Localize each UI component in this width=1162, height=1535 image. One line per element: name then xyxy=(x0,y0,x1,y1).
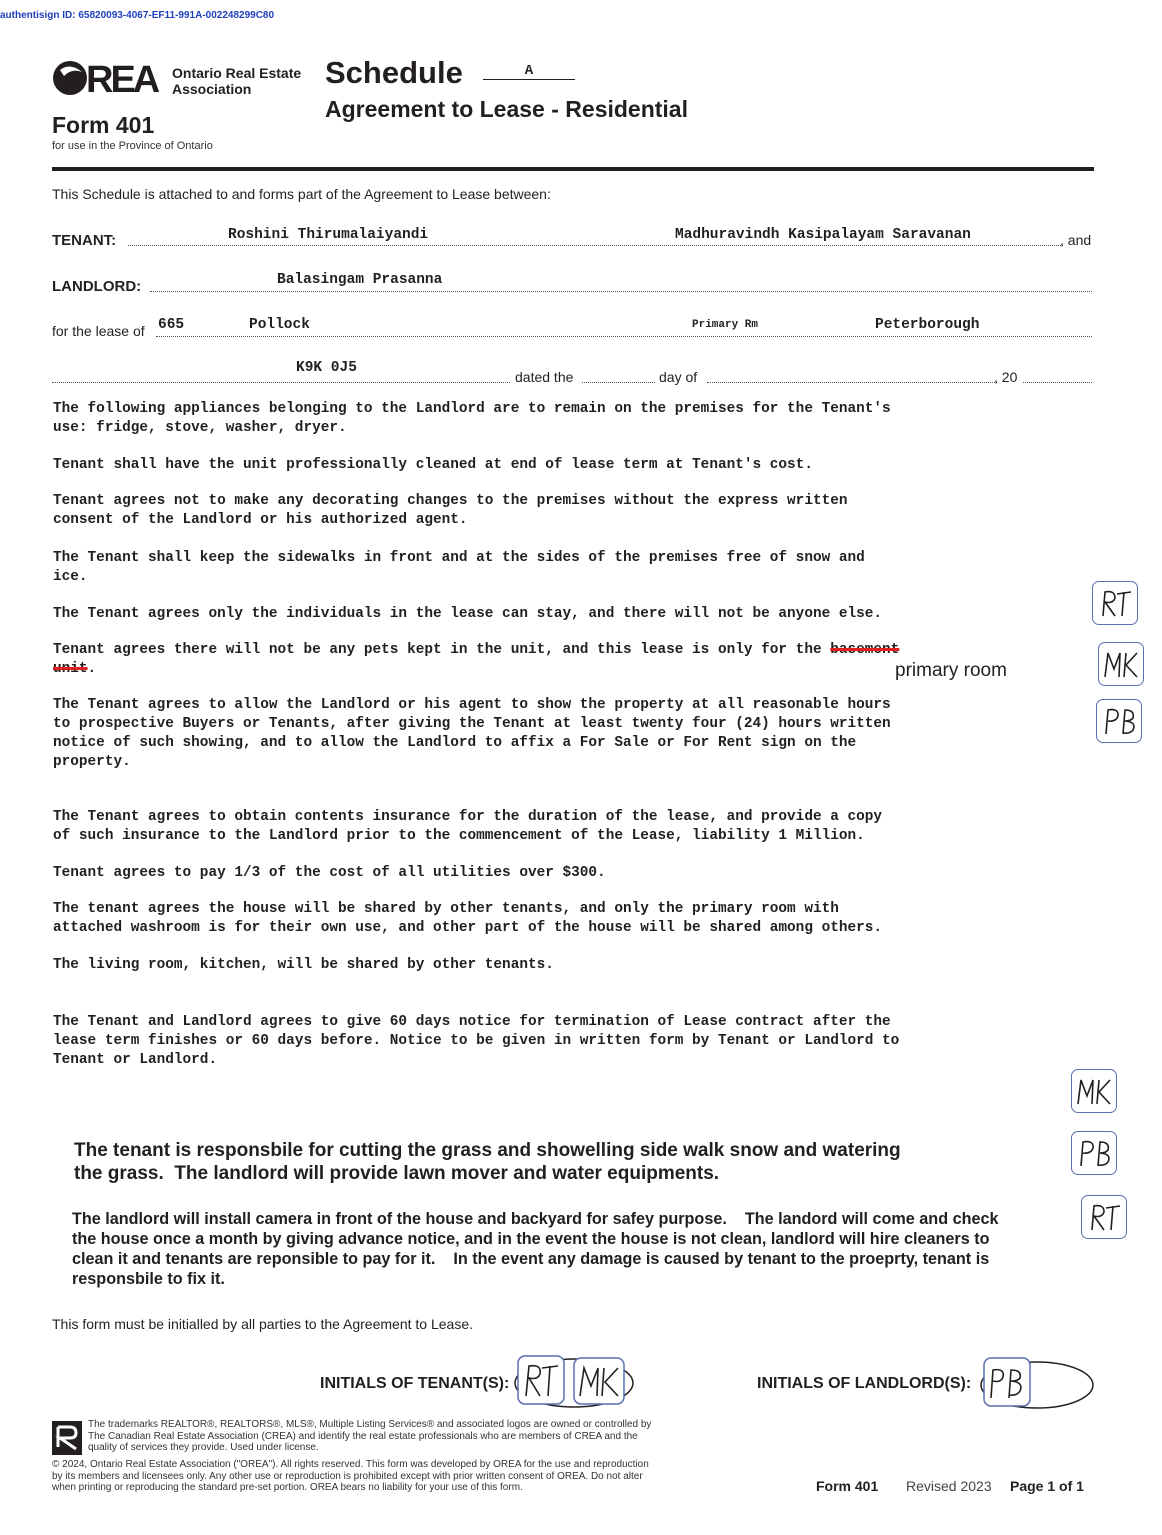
form-jurisdiction: for use in the Province of Ontario xyxy=(52,140,213,152)
struck-text: unit xyxy=(53,661,88,677)
tenant-label: TENANT: xyxy=(52,232,117,249)
authentisign-id: authentisign ID: 65820093-4067-EF11-991A-002248299C80 xyxy=(0,10,275,21)
footer-revised: Revised 2023 xyxy=(906,1478,992,1494)
tenant-line xyxy=(128,245,1063,246)
clause-cleaning: Tenant shall have the unit professionally cleaned at end of lease term at Tenant's cost. xyxy=(53,457,813,473)
initials-box-pb[interactable] xyxy=(1071,1131,1117,1175)
struck-text: basement xyxy=(830,642,900,658)
initials-box-rt[interactable] xyxy=(1081,1195,1127,1239)
street-number[interactable]: 665 xyxy=(158,317,185,333)
lease-of-line xyxy=(156,336,1092,337)
org-name: Ontario Real Estate Association xyxy=(172,65,302,97)
dated-the-label: dated the xyxy=(515,369,574,385)
trademark-notice: The trademarks REALTOR®, REALTORS®, MLS®, Multiple Listing Services® and associated logos are owned or controlled by The Canadian Real Estate Association (CREA) and identify the real estate professionals who are members of CREA and the quality of services they provide. Used under license. xyxy=(88,1419,652,1453)
svg-text:REA: REA xyxy=(86,59,158,98)
lease-of-label: for the lease of xyxy=(52,323,145,339)
clause-occupants: The Tenant agrees only the individuals in the lease can stay, and there will not be anyone else. xyxy=(53,606,883,622)
tenant-name-2[interactable]: Madhuravindh Kasipalayam Saravanan xyxy=(675,227,971,243)
clause-grass: The tenant is responsbile for cutting the grass and showelling side walk snow and watering the grass. The landlord will provide lawn mover and water equipments. xyxy=(74,1140,901,1184)
clause-utilities: Tenant agrees to pay 1/3 of the cost of all utilities over $300. xyxy=(53,865,606,881)
clause-showings: The Tenant agrees to allow the Landlord or his agent to show the property at all reasonable hours to prospective Buyers or Tenants, after giving the Tenant at least twenty four (24) hours written notice of such showing, and to allow the Landlord to affix a For Sale or For Rent sign on the property. xyxy=(53,697,891,770)
landlord-line xyxy=(150,291,1092,292)
year-prefix: , 20 xyxy=(994,369,1018,385)
orea-logo xyxy=(52,58,164,98)
day-of-label: day of xyxy=(659,369,698,385)
clause-decorating: Tenant agrees not to make any decorating changes to the premises without the express written consent of the Landlord or his authorized agent. xyxy=(53,493,848,528)
clause-snow: The Tenant shall keep the sidewalks in front and at the sides of the premises free of snow and ice. xyxy=(53,550,865,585)
landlord-label: LANDLORD: xyxy=(52,278,142,295)
clause-camera: The landlord will install camera in front of the house and backyard for safey purpose. The landord will come and check the house once a month by giving advance notice, and in the event the house is not clean, landlord will hire cleaners to clean it and tenants are reponsible to pay for it. In the event any damage is caused by tenant to the proeprty, tenant is responsbile to fix it. xyxy=(72,1210,999,1288)
clause-insurance: The Tenant agrees to obtain contents insurance for the duration of the lease, and provide a copy of such insurance to the Landlord prior to the commencement of the Lease, liability 1 Million. xyxy=(53,809,883,844)
footer-form-number: Form 401 xyxy=(816,1478,879,1494)
realtor-logo xyxy=(52,1421,82,1455)
month-line[interactable] xyxy=(707,382,997,383)
clause-termination: The Tenant and Landlord agrees to give 60 days notice for termination of Lease contract after the lease term finishes or 60 days before. Notice to be given in written form by Tenant or Landlord to Tenant or Landlord. xyxy=(53,1014,900,1068)
tenant-initials-field[interactable] xyxy=(512,1352,636,1412)
tenant-name-1[interactable]: Roshini Thirumalaiyandi xyxy=(228,227,429,243)
schedule-title: Schedule xyxy=(325,55,463,90)
initials-box-mk[interactable] xyxy=(1098,642,1144,686)
initials-box-mk[interactable] xyxy=(1071,1069,1117,1113)
schedule-letter[interactable]: A xyxy=(483,63,575,80)
clause-appliances: The following appliances belonging to the Landlord are to remain on the premises for the Tenant's use: fridge, stove, washer, dryer. xyxy=(53,401,891,436)
clause-shared-rooms: The living room, kitchen, will be shared by other tenants. xyxy=(53,957,554,973)
initials-box-pb[interactable] xyxy=(1096,699,1142,743)
postal-line xyxy=(52,382,510,383)
postal-code[interactable]: K9K 0J5 xyxy=(296,360,357,376)
street-name[interactable]: Pollock xyxy=(249,317,310,333)
clause-shared-house: The tenant agrees the house will be shared by other tenants, and only the primary room with attached washroom is for their own use, and other part of the house will be shared among others. xyxy=(53,901,883,936)
initials-box-rt[interactable] xyxy=(1092,581,1138,625)
initials-note: This form must be initialled by all parties to the Agreement to Lease. xyxy=(52,1316,473,1332)
landlord-initials-label: INITIALS OF LANDLORD(S): xyxy=(757,1375,972,1392)
landlord-initials-field[interactable] xyxy=(978,1356,1096,1412)
replacement-text: primary room xyxy=(895,660,1007,681)
city[interactable]: Peterborough xyxy=(875,317,980,333)
clause-pets: Tenant agrees there will not be any pets kept in the unit, and this lease is only for the basement unit. xyxy=(53,642,900,677)
year-line[interactable] xyxy=(1023,382,1092,383)
form-subtitle: Agreement to Lease - Residential xyxy=(325,96,688,122)
copyright-notice: © 2024, Ontario Real Estate Association ("OREA"). All rights reserved. This form was developed by OREA for the use and reproduction by its members and licensees only. Any other use or reproduction is prohibited except with prior written consent of OREA. Do not alter when printing or reproducing the standard pre-set portion. OREA bears no liability for your use of this form. xyxy=(52,1459,649,1493)
header-rule xyxy=(52,167,1094,171)
form-number: Form 401 xyxy=(52,112,155,138)
tenant-initials-label: INITIALS OF TENANT(S): xyxy=(320,1375,510,1392)
and-text: , and xyxy=(1060,232,1092,248)
unit-number[interactable]: Primary Rm xyxy=(692,319,759,331)
landlord-name[interactable]: Balasingam Prasanna xyxy=(277,272,443,288)
intro-text: This Schedule is attached to and forms part of the Agreement to Lease between: xyxy=(52,186,551,202)
day-line[interactable] xyxy=(582,382,655,383)
footer-page-number: Page 1 of 1 xyxy=(1010,1478,1084,1494)
